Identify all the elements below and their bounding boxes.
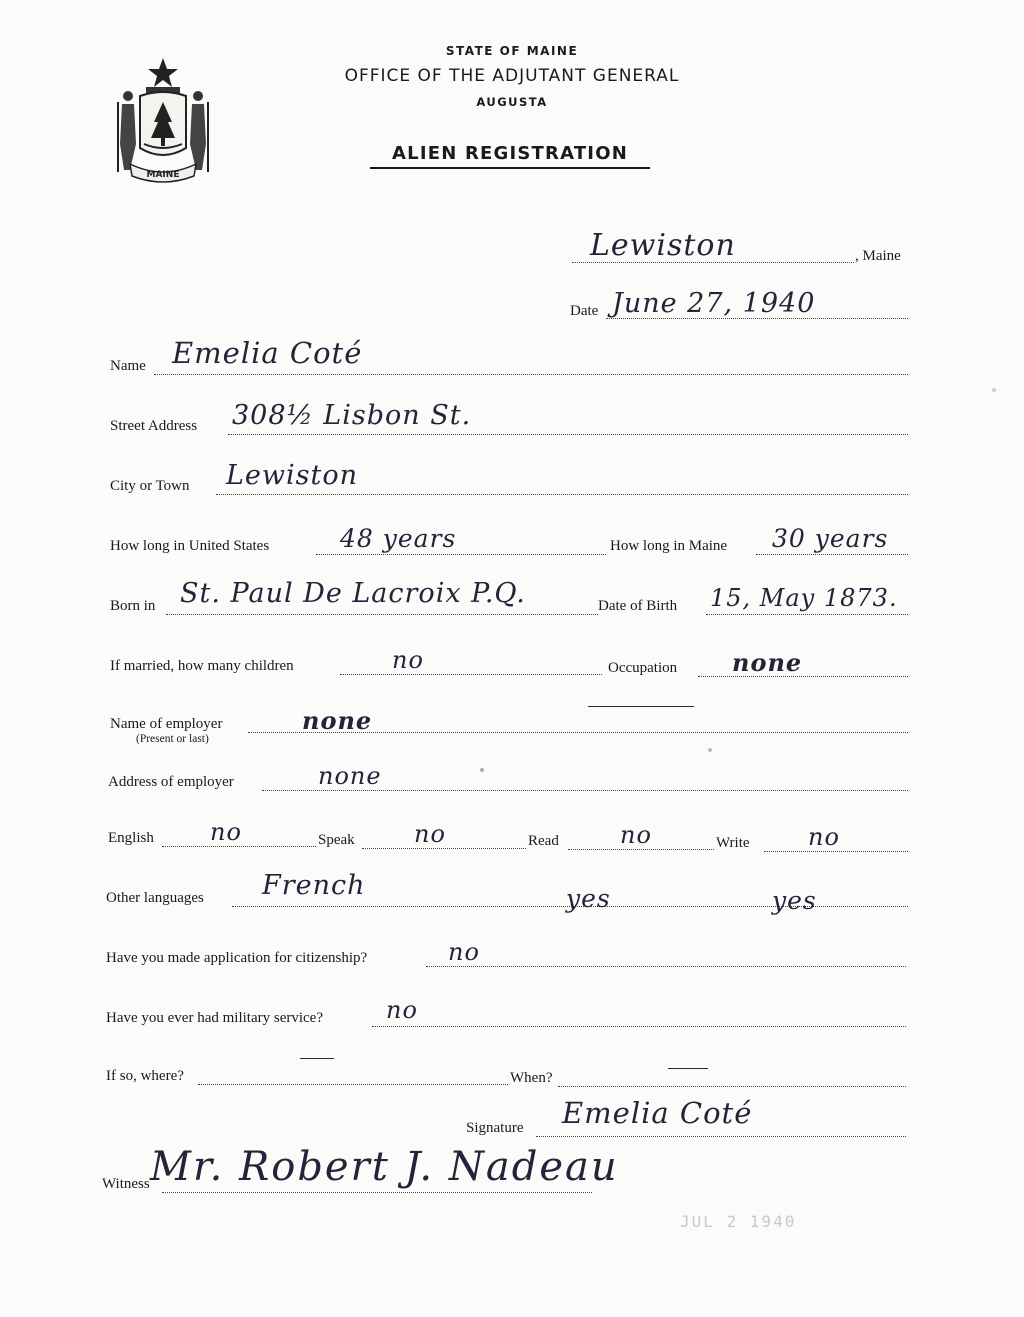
speak-label: Speak xyxy=(318,832,355,848)
write-value[interactable]: no xyxy=(808,823,840,851)
born-in-line xyxy=(166,614,598,615)
speak-line xyxy=(362,848,526,849)
children-value[interactable]: no xyxy=(392,646,424,674)
when-dash xyxy=(668,1068,708,1069)
seal-text: MAINE xyxy=(146,170,180,180)
street-label: Street Address xyxy=(110,418,198,434)
employer-label: Name of employer xyxy=(110,716,223,732)
other-lang-label: Other languages xyxy=(106,890,204,906)
employer-address-label: Address of employer xyxy=(108,774,234,790)
employer-value[interactable]: none xyxy=(302,706,373,735)
street-value[interactable]: 308½ Lisbon St. xyxy=(232,400,472,431)
header-city: AUGUSTA xyxy=(476,95,548,109)
birth-date-value[interactable]: 15, May 1873. xyxy=(710,584,898,612)
years-maine-line xyxy=(756,554,908,555)
children-line xyxy=(340,674,602,675)
citizenship-line xyxy=(426,966,906,967)
occupation-label: Occupation xyxy=(608,660,678,676)
years-maine-label: How long in Maine xyxy=(610,538,728,554)
citizenship-value[interactable]: no xyxy=(448,938,480,966)
employer-sublabel: (Present or last) xyxy=(136,733,209,745)
other-lang-write[interactable]: yes xyxy=(772,886,817,915)
read-line xyxy=(568,849,714,850)
years-us-label: How long in United States xyxy=(110,538,270,554)
birth-date-label: Date of Birth xyxy=(598,598,678,614)
other-lang-speak[interactable]: yes xyxy=(566,884,611,913)
signature-value[interactable]: Emelia Coté xyxy=(562,1096,753,1130)
city-line xyxy=(216,494,908,495)
years-us-value[interactable]: 48 years xyxy=(340,524,457,553)
date-label: Date xyxy=(570,303,599,319)
other-lang-value[interactable]: French xyxy=(262,870,366,901)
name-line xyxy=(154,374,908,375)
when-line xyxy=(558,1086,906,1087)
name-value[interactable]: Emelia Coté xyxy=(172,336,363,370)
write-label: Write xyxy=(716,835,750,851)
city-label: City or Town xyxy=(110,478,190,494)
state-seal-icon xyxy=(108,52,218,184)
town-value[interactable]: Lewiston xyxy=(590,228,736,263)
military-line xyxy=(372,1026,906,1027)
signature-line xyxy=(536,1136,906,1137)
employer-address-line xyxy=(262,790,908,791)
occupation-line xyxy=(698,676,908,677)
blank-dash xyxy=(588,706,694,707)
witness-value[interactable]: Mr. Robert J. Nadeau xyxy=(150,1144,619,1190)
date-value[interactable]: June 27, 1940 xyxy=(612,288,816,319)
city-value[interactable]: Lewiston xyxy=(226,460,359,491)
english-value[interactable]: no xyxy=(210,818,242,846)
children-label: If married, how many children xyxy=(110,658,294,674)
employer-address-value[interactable]: none xyxy=(318,762,382,790)
years-maine-value[interactable]: 30 years xyxy=(772,524,889,553)
town-suffix: , Maine xyxy=(855,248,901,264)
street-line xyxy=(228,434,908,435)
where-line xyxy=(198,1084,508,1085)
name-label: Name xyxy=(110,358,146,374)
english-label: English xyxy=(108,830,154,846)
write-line xyxy=(764,851,908,852)
witness-label: Witness xyxy=(102,1176,150,1192)
header-state: STATE OF MAINE xyxy=(445,44,579,58)
form-title: ALIEN REGISTRATION xyxy=(370,143,650,169)
citizenship-label: Have you made application for citizenship? xyxy=(106,950,368,966)
where-label: If so, where? xyxy=(106,1068,184,1084)
born-in-value[interactable]: St. Paul De Lacroix P.Q. xyxy=(180,578,526,609)
read-label: Read xyxy=(528,833,559,849)
military-label: Have you ever had military service? xyxy=(106,1010,323,1026)
birth-date-line xyxy=(706,614,908,615)
years-us-line xyxy=(316,554,606,555)
born-in-label: Born in xyxy=(110,598,156,614)
signature-label: Signature xyxy=(466,1120,524,1136)
witness-line xyxy=(162,1192,592,1193)
received-stamp: JUL 2 1940 xyxy=(680,1212,797,1231)
when-label: When? xyxy=(510,1070,553,1086)
english-line xyxy=(162,846,316,847)
occupation-value[interactable]: none xyxy=(732,648,803,677)
read-value[interactable]: no xyxy=(620,821,652,849)
header-office: OFFICE OF THE ADJUTANT GENERAL xyxy=(344,66,680,86)
military-value[interactable]: no xyxy=(386,996,418,1024)
where-dash xyxy=(300,1058,334,1059)
speak-value[interactable]: no xyxy=(414,820,446,848)
